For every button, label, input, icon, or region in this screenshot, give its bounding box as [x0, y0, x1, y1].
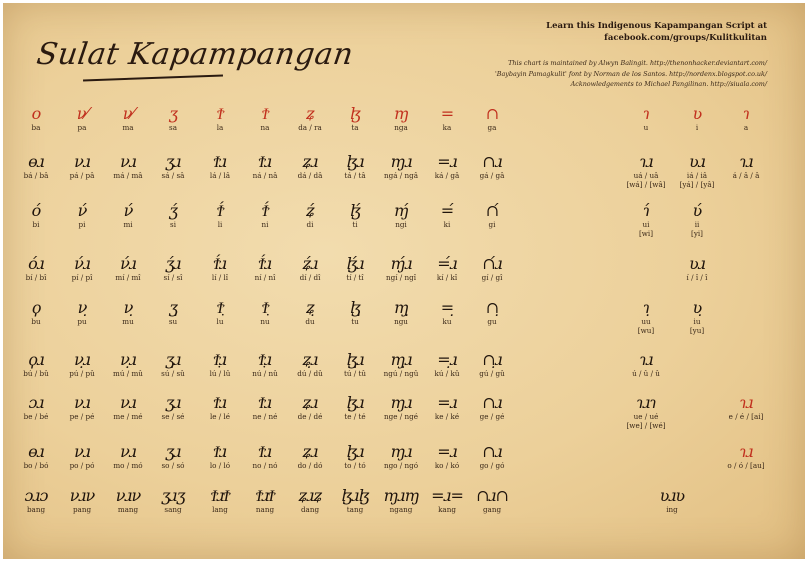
script-glyph: =ɹ [437, 442, 457, 461]
script-glyph: =́ɹ [437, 254, 457, 273]
script-glyph: ɿ [742, 104, 750, 123]
syllable-label: mo / mó [113, 461, 143, 470]
vowel-label: á / â / â [732, 171, 760, 180]
script-glyph: ɿɹ [739, 393, 753, 412]
syllable-label: po / pó [69, 461, 95, 470]
syllable-label: lí / lî [211, 273, 229, 282]
vowel-cell [717, 443, 775, 470]
script-glyph: ʑ́ [306, 201, 314, 220]
script-glyph: ɱɹɱ [383, 486, 419, 505]
script-glyph: ʑ [306, 104, 314, 123]
script-glyph: ʑɹ [302, 393, 318, 412]
vowel-label: [wu] [637, 326, 655, 335]
vowel-label: i [695, 123, 699, 132]
syllable-label: ti [352, 220, 358, 229]
script-glyph: νɹ [74, 393, 90, 412]
vowel-cell [643, 487, 701, 514]
script-glyph: νɹ [120, 152, 136, 171]
syllable-label: bo / bó [23, 461, 49, 470]
script-glyph: ɿ́ [642, 201, 650, 220]
vowel-label: [yi] [691, 229, 703, 238]
script-glyph: ʒɹ [165, 152, 181, 171]
script-glyph: ɮ̣ [349, 298, 361, 317]
script-glyph: Ϯ́ɹ [213, 254, 227, 273]
vowel-label: o / ó / [au] [727, 461, 765, 470]
vowel-label: iu [693, 317, 701, 326]
vowel-cell [617, 394, 675, 430]
syllable-label: du [305, 317, 315, 326]
chart-title: Sulat Kapampangan [34, 37, 356, 72]
syllable-label: pú / pû [69, 369, 95, 378]
syllable-label: ngo / ngó [383, 461, 419, 470]
script-glyph: ∩ɹ∩ [476, 486, 508, 505]
script-glyph: ʒ [168, 104, 178, 123]
script-glyph: Ϯ́ [217, 201, 223, 220]
script-glyph: =́ [440, 201, 454, 220]
script-glyph: ʑɹ [302, 442, 318, 461]
syllable-label: na [260, 123, 270, 132]
syllable-label: ge / gé [479, 412, 505, 421]
syllable-label: gu [487, 317, 497, 326]
syllable-label: go / gó [479, 461, 505, 470]
syllable-label: ni [261, 220, 269, 229]
syllable-label: má / mâ [113, 171, 143, 180]
script-glyph: ɵɹ [28, 442, 44, 461]
vowel-label: uu [641, 317, 651, 326]
syllable-label: sú / sû [161, 369, 185, 378]
syllable-label: ba [31, 123, 41, 132]
syllable-cell [463, 443, 521, 470]
learn-line: Learn this Indigenous Kapampangan Script at [546, 21, 767, 31]
syllable-label: gi [488, 220, 496, 229]
script-glyph: Ϯ̣ɹ [258, 350, 272, 369]
script-glyph: Ϯɹ [258, 152, 272, 171]
script-glyph: ɮ̣ɹ [346, 350, 364, 369]
syllable-label: tú / tû [343, 369, 367, 378]
syllable-label: tá / tâ [344, 171, 366, 180]
vowel-label: e / é / [ai] [728, 412, 764, 421]
syllable-label: bí / bî [25, 273, 47, 282]
script-chart [3, 3, 805, 559]
syllable-label: da / ra [298, 123, 322, 132]
script-glyph: ʋ [692, 104, 702, 123]
script-glyph: ϙ [31, 298, 41, 317]
script-glyph: ∩ɹ [482, 152, 502, 171]
syllable-label: tí / tî [346, 273, 364, 282]
script-glyph: ɿɹ [639, 350, 653, 369]
syllable-label: lu [216, 317, 224, 326]
script-glyph: ɿ̣ [642, 298, 650, 317]
syllable-label: pe / pé [69, 412, 95, 421]
title-flourish [83, 75, 223, 82]
script-glyph: = [440, 104, 454, 123]
script-glyph: =ɹ [437, 152, 457, 171]
syllable-label: bú / bû [23, 369, 49, 378]
credit-maintainer: This chart is maintained by Alwyn Balingit. http://thenonhacker.deviantart.com/ [508, 59, 767, 67]
script-glyph: ʒ̣ɹ [165, 350, 181, 369]
script-glyph: Ϯɹ [258, 442, 272, 461]
vowel-cell [617, 153, 675, 189]
syllable-label: ne / né [252, 412, 278, 421]
script-glyph: νɹν [115, 486, 141, 505]
script-glyph: ν́ɹ [74, 254, 90, 273]
syllable-label: mu [122, 317, 134, 326]
syllable-label: ká / gâ [434, 171, 460, 180]
syllable-label: no / nó [252, 461, 278, 470]
vowel-cell [617, 105, 675, 132]
script-glyph: ɮ [349, 104, 361, 123]
script-glyph: ʒ́ɹ [165, 254, 181, 273]
syllable-label: gú / gû [479, 369, 505, 378]
syllable-label: sí / sî [163, 273, 183, 282]
syllable-label: le / lé [209, 412, 231, 421]
script-glyph: ʋɹʋ [659, 486, 685, 505]
script-glyph: ν́ɹ [120, 254, 136, 273]
syllable-label: nu [260, 317, 270, 326]
script-glyph: ν́ [123, 201, 133, 220]
syllable-label: lá / lâ [209, 171, 231, 180]
syllable-label: mang [117, 505, 139, 514]
script-glyph: ν̣ [123, 298, 133, 317]
syllable-label: ki [443, 220, 451, 229]
syllable-label: pi [78, 220, 86, 229]
vowel-cell [617, 299, 675, 335]
syllable-label: gá / gâ [479, 171, 505, 180]
script-glyph: =ɹ [437, 393, 457, 412]
syllable-label: ga [487, 123, 497, 132]
script-glyph: ɮ́ɹ [346, 254, 364, 273]
syllable-label: pu [77, 317, 87, 326]
vowel-label: í / î / î [686, 273, 708, 282]
script-glyph: ʒɹ [165, 442, 181, 461]
script-glyph: ν̣ɹ [74, 350, 90, 369]
vowel-cell [668, 299, 726, 335]
script-glyph: ∩̣ [485, 298, 499, 317]
vowel-label: ing [666, 505, 678, 514]
script-glyph: ɿɹ [739, 442, 753, 461]
script-glyph: ʒ̣ [168, 298, 178, 317]
script-glyph: ɱɹ [390, 393, 412, 412]
syllable-label: te / té [344, 412, 366, 421]
script-glyph: ν́ [77, 201, 87, 220]
script-glyph: ∩́ [485, 201, 499, 220]
script-glyph: ɵɹ [28, 152, 44, 171]
facebook-link[interactable]: facebook.com/groups/Kulitkulitan [604, 33, 767, 43]
credit-acknowledgement: Acknowledgements to Michael Pangilinan. http://siuala.com/ [570, 80, 767, 88]
script-glyph: ϮɹϮ [256, 486, 274, 505]
vowel-cell [668, 202, 726, 238]
script-glyph: ɿɹ [739, 152, 753, 171]
syllable-label: lú / lû [209, 369, 231, 378]
syllable-cell [463, 299, 521, 326]
script-glyph: ʒɹʒ [161, 486, 185, 505]
syllable-label: ko / kó [434, 461, 460, 470]
script-glyph: ɱ̣ɹ [390, 350, 412, 369]
syllable-label: nú / nû [252, 369, 278, 378]
syllable-label: ma [122, 123, 134, 132]
syllable-label: kú / kû [434, 369, 460, 378]
credit-font: 'Baybayin Pamagkulit' font by Norman de los Santos. http://nordenx.blogspot.co.uk/ [495, 69, 767, 78]
script-glyph: ɱ́ [393, 201, 409, 220]
syllable-label: mi [123, 220, 133, 229]
script-glyph: Ϯ́ [262, 201, 268, 220]
syllable-label: gí / gî [481, 273, 503, 282]
vowel-label: uá / uâ [633, 171, 659, 180]
script-glyph: Ϯ̣ [217, 298, 223, 317]
syllable-label: nge / ngé [384, 412, 418, 421]
script-glyph: ɮɹ [346, 393, 364, 412]
script-glyph: ʋɹ [689, 254, 705, 273]
syllable-label: lo / ló [209, 461, 231, 470]
syllable-label: pá / pâ [69, 171, 95, 180]
syllable-label: do / dó [297, 461, 323, 470]
script-glyph: ʒɹ [165, 393, 181, 412]
syllable-label: pang [72, 505, 92, 514]
vowel-cell [717, 105, 775, 132]
script-glyph: Ϯ [262, 104, 268, 123]
syllable-label: ku [442, 317, 452, 326]
syllable-label: ngí / ngî [385, 273, 417, 282]
syllable-label: dang [300, 505, 320, 514]
syllable-label: dú / dû [297, 369, 323, 378]
script-glyph: ∩ [485, 104, 499, 123]
script-glyph: ν̣ɹ [120, 350, 136, 369]
syllable-label: ngá / ngâ [383, 171, 419, 180]
syllable-label: ngi [395, 220, 407, 229]
script-glyph: νɹ [74, 152, 90, 171]
script-glyph: Ϯɹ [213, 393, 227, 412]
syllable-label: bu [31, 317, 41, 326]
script-glyph: ϮɹϮ [211, 486, 229, 505]
script-glyph: ɿ [642, 104, 650, 123]
syllable-label: sa [169, 123, 177, 132]
script-glyph: ɮɹ [346, 442, 364, 461]
syllable-label: mú / mû [113, 369, 143, 378]
script-glyph: =̣ [440, 298, 454, 317]
script-glyph: Ϯ́ɹ [258, 254, 272, 273]
vowel-label: [wá] / [wâ] [626, 180, 666, 189]
vowel-cell [668, 255, 726, 282]
syllable-label: bang [26, 505, 46, 514]
script-glyph: νɹ [120, 442, 136, 461]
vowel-cell [617, 202, 675, 238]
vowel-label: [we] / [wé] [626, 421, 666, 430]
script-glyph: ɱ̣ [393, 298, 409, 317]
vowel-cell [717, 394, 775, 421]
syllable-label: si [170, 220, 176, 229]
script-glyph: ∩̣ɹ [482, 350, 502, 369]
script-glyph: ʒ́ [168, 201, 178, 220]
script-glyph: ʑ̣ [306, 298, 314, 317]
script-glyph: ɱ́ɹ [390, 254, 412, 273]
syllable-cell [463, 394, 521, 421]
syllable-label: kang [438, 505, 456, 514]
syllable-label: be / bé [23, 412, 49, 421]
script-glyph: όɹ [28, 254, 44, 273]
vowel-cell [617, 351, 675, 378]
syllable-cell [463, 487, 521, 514]
script-glyph: ϙɹ [28, 350, 44, 369]
script-glyph: ɔɹ [28, 393, 44, 412]
syllable-label: li [217, 220, 223, 229]
script-glyph: ο [31, 104, 41, 123]
script-glyph: ɿɹ [639, 152, 653, 171]
script-glyph: ν⁄ [76, 104, 88, 123]
syllable-label: so / só [161, 461, 185, 470]
syllable-label: tang [346, 505, 364, 514]
vowel-label: ui [642, 220, 650, 229]
script-glyph: ∩́ɹ [482, 254, 502, 273]
script-glyph: ʋ̣ [692, 298, 702, 317]
syllable-label: sá / sâ [161, 171, 185, 180]
script-glyph: ʑɹ [302, 152, 318, 171]
script-glyph: ɱ [393, 104, 409, 123]
syllable-label: nang [255, 505, 275, 514]
syllable-label: nga [394, 123, 408, 132]
script-glyph: νɹν [69, 486, 95, 505]
script-glyph: ʋɹ [689, 152, 705, 171]
script-glyph: ɱɹ [390, 442, 412, 461]
syllable-label: ta [351, 123, 359, 132]
script-glyph: ν⁄ [122, 104, 134, 123]
script-glyph: ό [31, 201, 41, 220]
vowel-label: ú / û / û [632, 369, 660, 378]
syllable-cell [463, 202, 521, 229]
vowel-label: a [743, 123, 749, 132]
vowel-label: [wi] [638, 229, 654, 238]
credits-block [495, 58, 767, 90]
script-glyph: ʑɹʑ [298, 486, 322, 505]
syllable-label: ná / nâ [252, 171, 278, 180]
syllable-cell [463, 105, 521, 132]
script-glyph: Ϯɹ [213, 442, 227, 461]
syllable-label: tu [351, 317, 359, 326]
syllable-label: dí / dî [299, 273, 321, 282]
syllable-label: pí / pî [71, 273, 93, 282]
script-glyph: Ϯɹ [258, 393, 272, 412]
syllable-label: lang [212, 505, 228, 514]
vowel-label: [yu] [689, 326, 705, 335]
syllable-label: gang [482, 505, 502, 514]
script-glyph: ɱɹ [390, 152, 412, 171]
syllable-label: la [216, 123, 224, 132]
syllable-label: kí / kî [436, 273, 458, 282]
syllable-label: to / tó [344, 461, 366, 470]
script-glyph: ɮɹɮ [341, 486, 369, 505]
learn-notice [546, 20, 767, 44]
script-glyph: ʑ́ɹ [302, 254, 318, 273]
syllable-label: mí / mî [115, 273, 141, 282]
script-glyph: Ϯɹ [213, 152, 227, 171]
syllable-label: ní / nî [254, 273, 276, 282]
script-glyph: ν̣ [77, 298, 87, 317]
syllable-label: di [306, 220, 314, 229]
syllable-label: su [168, 317, 178, 326]
script-glyph: ʋ́ [692, 201, 702, 220]
syllable-label: me / mé [113, 412, 143, 421]
vowel-label: [yá] / [yâ] [679, 180, 715, 189]
syllable-label: dá / dâ [297, 171, 323, 180]
script-glyph: =ɹ= [431, 486, 463, 505]
syllable-label: ngú / ngû [383, 369, 419, 378]
syllable-label: sang [164, 505, 182, 514]
vowel-label: ue / ué [633, 412, 659, 421]
script-glyph: Ϯ̣ [262, 298, 268, 317]
syllable-label: ngang [389, 505, 413, 514]
script-glyph: ɮɹ [346, 152, 364, 171]
script-glyph: νɹ [120, 393, 136, 412]
syllable-label: ke / ké [434, 412, 460, 421]
script-glyph: ɔɹɔ [24, 486, 48, 505]
script-glyph: Ϯ [217, 104, 223, 123]
vowel-cell [717, 153, 775, 180]
syllable-cell [463, 153, 521, 180]
vowel-label: ii [694, 220, 700, 229]
syllable-label: bá / bâ [23, 171, 49, 180]
syllable-cell [463, 351, 521, 378]
vowel-label: iá / iâ [686, 171, 708, 180]
script-glyph: ʑ̣ɹ [302, 350, 318, 369]
syllable-label: se / sé [161, 412, 185, 421]
script-glyph: Ϯ̣ɹ [213, 350, 227, 369]
script-glyph: νɹ [74, 442, 90, 461]
script-glyph: ɮ́ [349, 201, 361, 220]
syllable-label: ka [442, 123, 452, 132]
script-glyph: ∩ɹ [482, 442, 502, 461]
script-glyph: ∩ɹ [482, 393, 502, 412]
script-glyph: =̣ɹ [437, 350, 457, 369]
syllable-label: pa [77, 123, 87, 132]
syllable-label: de / dé [297, 412, 323, 421]
syllable-label: ngu [394, 317, 408, 326]
vowel-label: u [643, 123, 649, 132]
script-glyph: ɿɹɿ [636, 393, 656, 412]
syllable-label: bi [32, 220, 40, 229]
syllable-cell [463, 255, 521, 282]
